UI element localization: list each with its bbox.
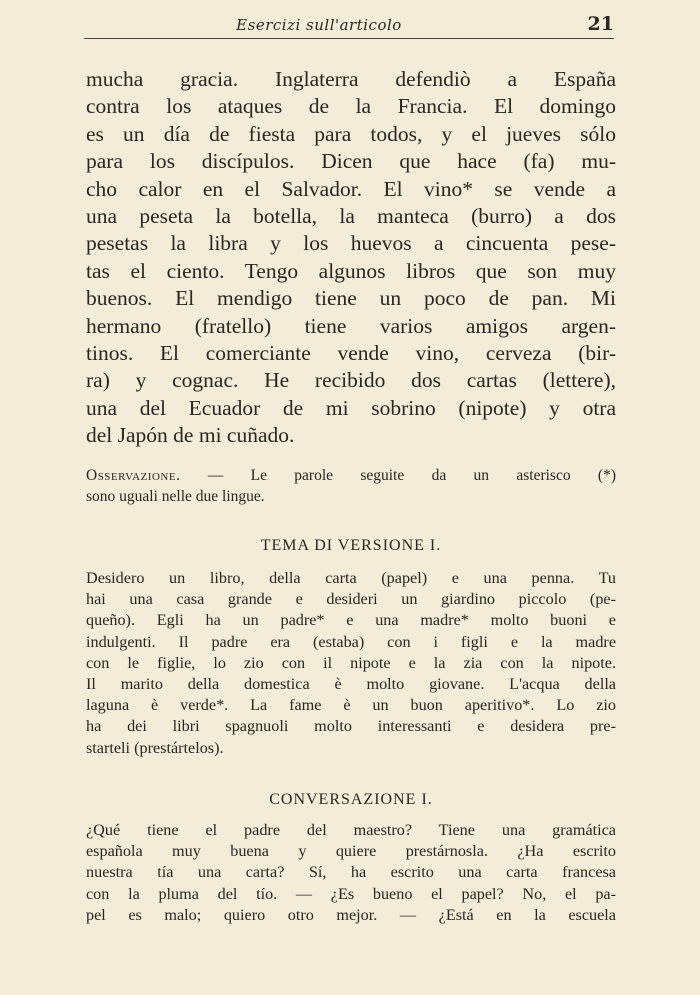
main-line: es un día de fiesta para todos, y el jueves sólo [86, 121, 616, 146]
observation-label: Osservazione. [86, 467, 181, 484]
observation-text: — Le parole seguite da un asterisco (*) [180, 467, 616, 484]
main-line: hermano (fratello) tiene varios amigos argen- [86, 313, 616, 338]
conversazione-line: española muy buena y quiere prestárnosla. ¿Ha escrito [86, 842, 616, 861]
tema-paragraph [86, 568, 616, 759]
observation-note [86, 465, 616, 507]
running-title: Esercizi sull'articolo [236, 16, 402, 34]
page-number: 21 [587, 13, 614, 35]
page-header [84, 12, 614, 39]
conversazione-line: con la pluma del tío. — ¿Es bueno el papel? No, el pa- [86, 884, 616, 903]
main-line: contra los ataques de la Francia. El domingo [86, 94, 616, 119]
main-line: buenos. El mendigo tiene un poco de pan. Mi [86, 286, 616, 311]
conversazione-title: CONVERSAZIONE I. [269, 791, 433, 808]
conversazione-line: ¿Qué tiene el padre del maestro? Tiene una gramática [86, 821, 616, 839]
main-line: tinos. El comerciante vende vino, cerveza (bir- [86, 340, 616, 365]
conversazione-line: nuestra tía una carta? Sí, ha escrito una carta francesa [86, 863, 616, 882]
main-line: tas el ciento. Tengo algunos libros que son muy [86, 258, 616, 283]
tema-line: starteli (prestártelos). [86, 738, 224, 757]
main-paragraph [86, 66, 616, 449]
main-line: una del Ecuador de mi sobrino (nipote) y otra [86, 395, 616, 420]
main-line: pesetas la libra y los huevos a cincuenta pese- [86, 231, 616, 256]
conversazione-line: pel es malo; quiero otro mejor. — ¿Está en la escuela [86, 905, 616, 924]
tema-line: queño). Egli ha un padre* e una madre* molto buoni e [86, 611, 616, 630]
tema-title: TEMA DI VERSIONE I. [260, 537, 442, 554]
main-line: para los discípulos. Dicen que hace (fa) mu- [86, 149, 616, 174]
observation-text-line2: sono uguali nelle due lingue. [86, 488, 265, 505]
main-line: cho calor en el Salvador. El vino* se vende a [86, 176, 616, 201]
tema-line: Il marito della domestica è molto giovane. L'acqua della [86, 674, 616, 693]
main-line: mucha gracia. Inglaterra defendiò a España [86, 67, 616, 91]
tema-line: Desidero un libro, della carta (papel) e una penna. Tu [86, 569, 616, 587]
main-line: una peseta la botella, la manteca (burro) a dos [86, 203, 616, 228]
conversazione-paragraph [86, 820, 616, 926]
tema-line: ha dei libri spagnuoli molto interessanti e desidera pre- [86, 717, 616, 736]
main-line: ra) y cognac. He recibido dos cartas (lettere), [86, 368, 616, 393]
main-line: del Japón de mi cuñado. [86, 423, 295, 448]
tema-line: laguna è verde*. La fame è un buon aperitivo*. Lo zio [86, 696, 616, 715]
tema-line: con le figlie, lo zio con il nipote e la zia con la nipote. [86, 653, 616, 672]
tema-line: hai una casa grande e desideri un giardino piccolo (pe- [86, 590, 616, 609]
tema-line: indulgenti. Il padre era (estaba) con i figli e la madre [86, 632, 616, 651]
